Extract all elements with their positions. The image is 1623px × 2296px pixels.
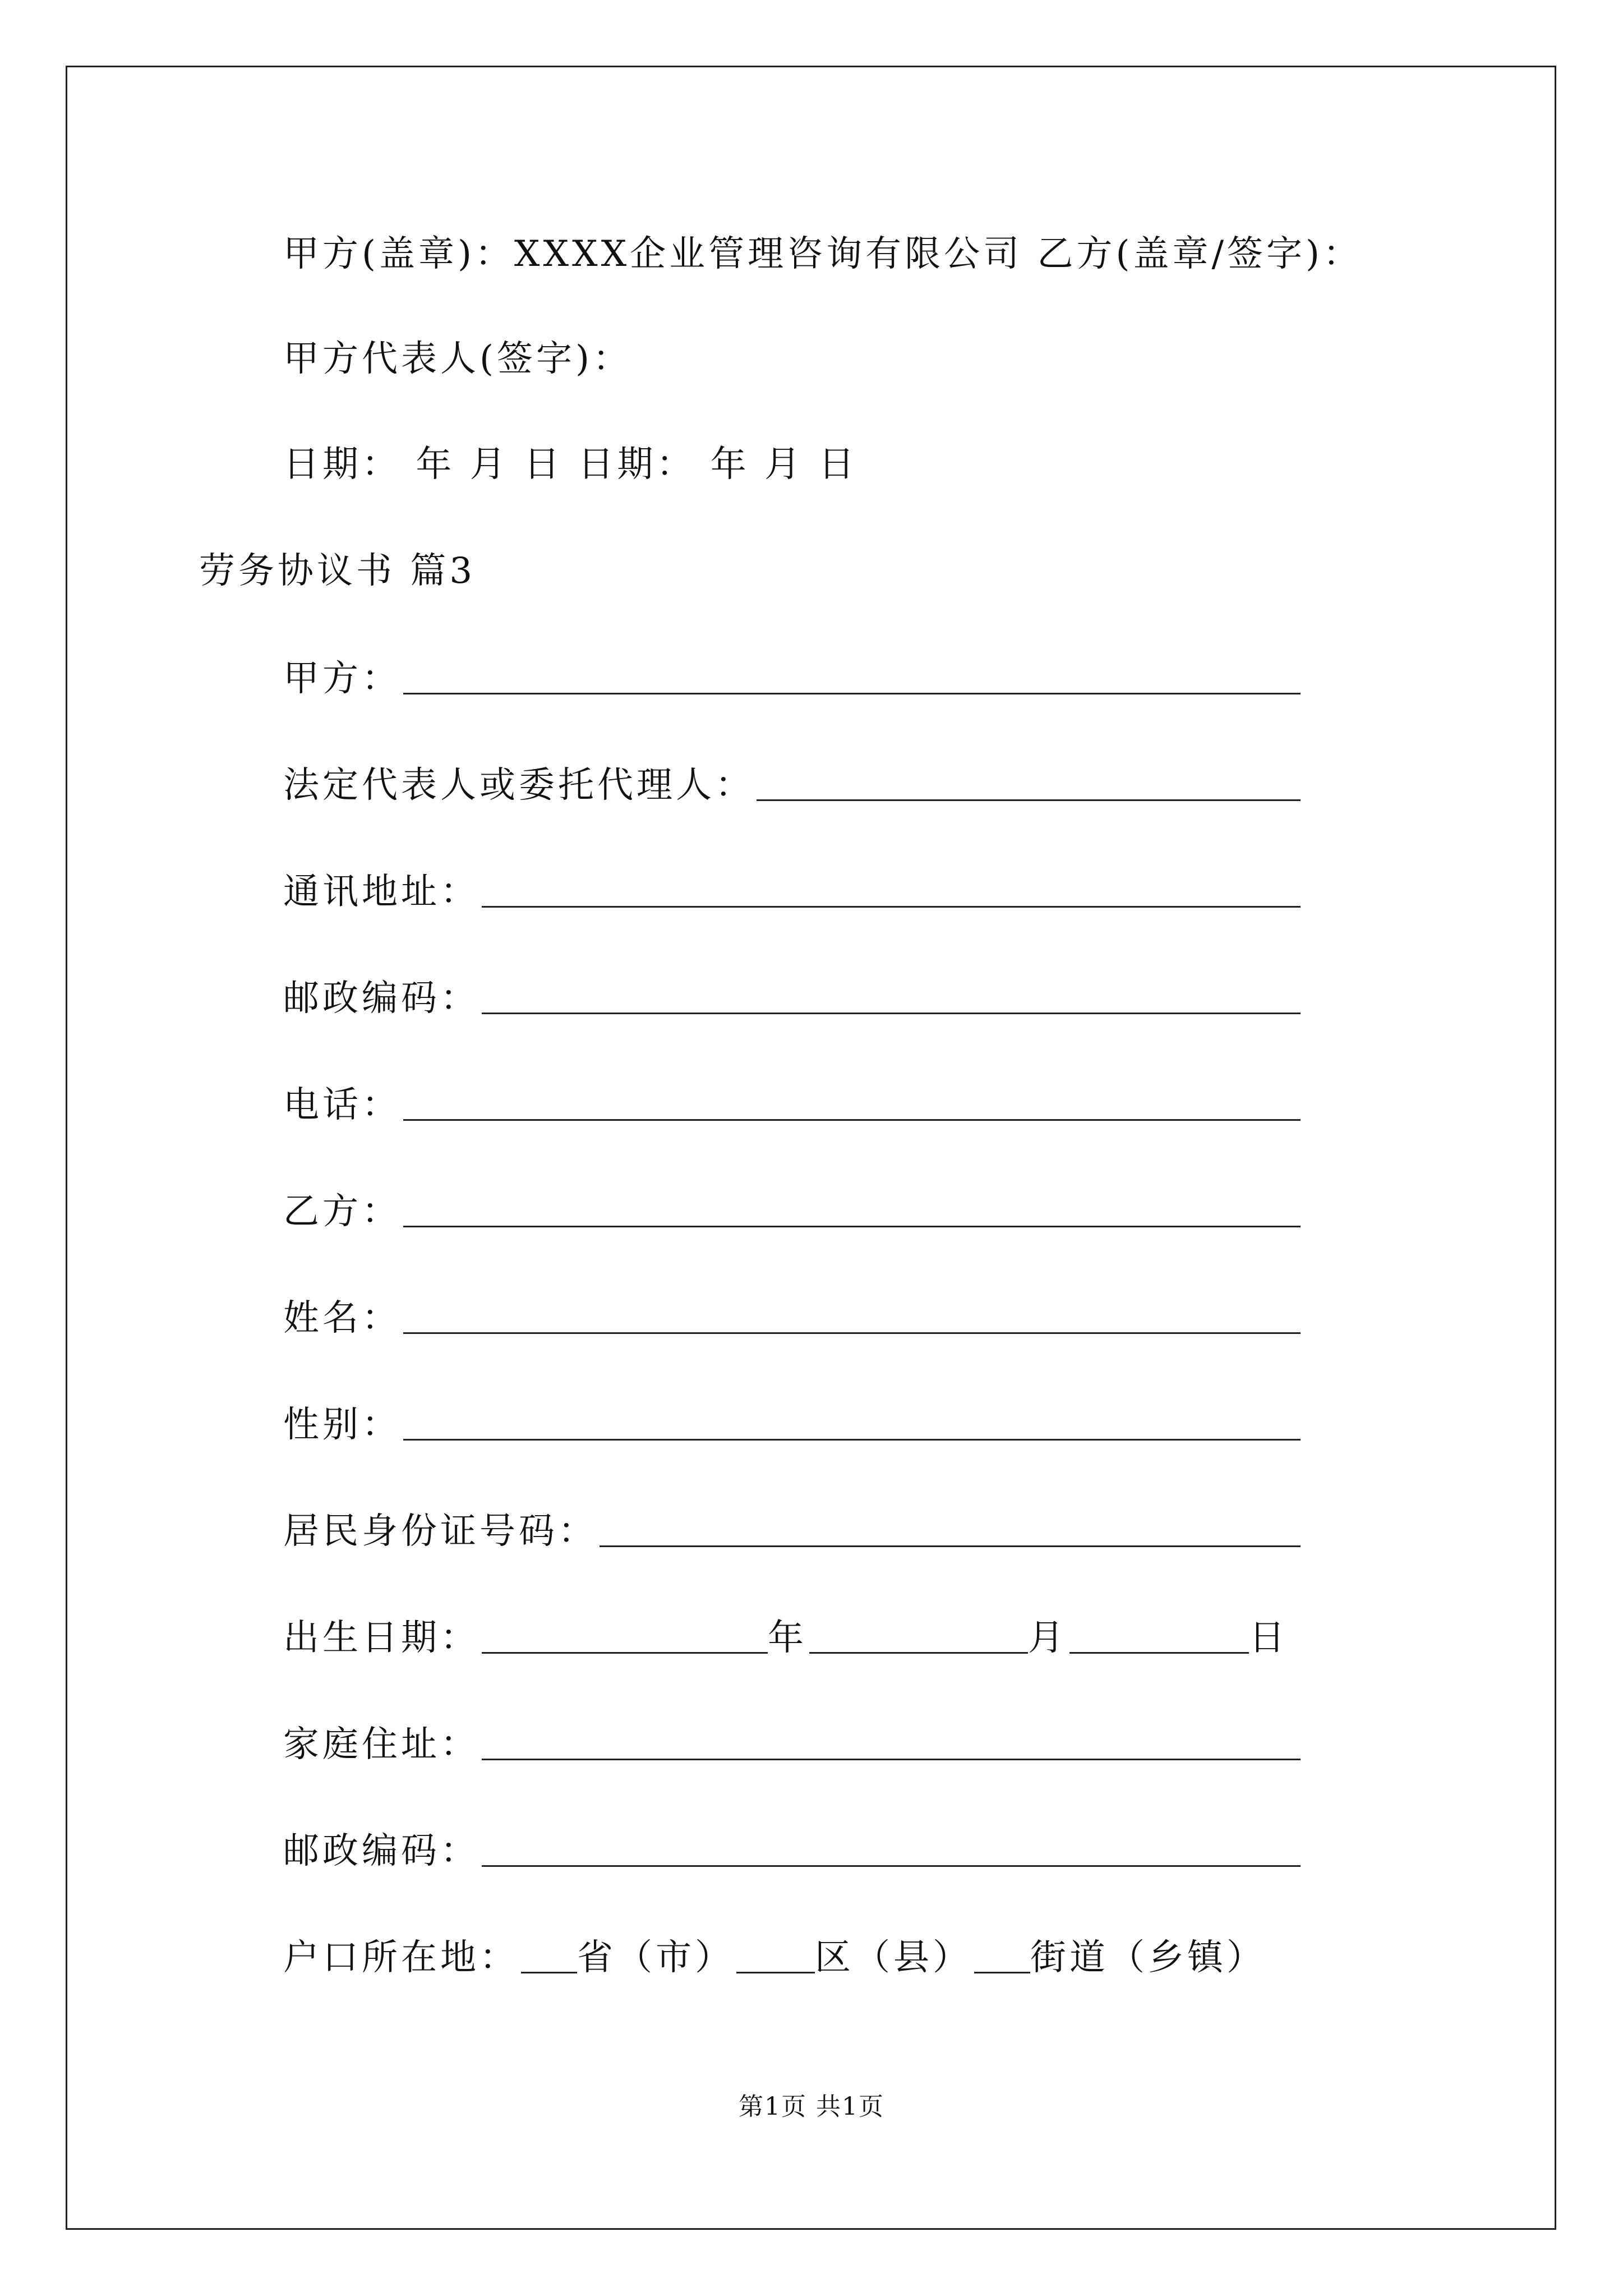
birth-year-blank[interactable] [482,1652,768,1654]
street-blank[interactable] [974,1972,1030,1973]
home-address-field[interactable] [283,1722,1301,1767]
province-unit: 省（市） [577,1937,734,1978]
province-blank[interactable] [521,1972,577,1973]
postcode-a-field[interactable] [283,976,1301,1021]
postcode-a-label: 邮政编码： [283,978,479,1019]
name-label: 姓名： [283,1297,401,1339]
section-title: 劳务协议书 篇3 [199,550,476,592]
postcode-b-field[interactable] [283,1829,1301,1874]
household-field[interactable] [283,1935,1266,1980]
address-field[interactable] [283,869,1301,914]
party-a-label: 甲方： [283,658,401,700]
id-number-label: 居民身份证号码： [283,1511,597,1552]
phone-field[interactable] [283,1083,1301,1128]
gender-field[interactable] [283,1402,1301,1447]
party-a-field[interactable] [283,656,1301,701]
party-b-field[interactable] [283,1189,1301,1234]
phone-label: 电话： [283,1084,401,1126]
party-b-blank[interactable] [403,1226,1301,1227]
gender-blank[interactable] [403,1439,1301,1441]
party-a-seal-line: 甲方(盖章)：XXXX企业管理咨询有限公司 乙方(盖章/签字)： [283,233,1363,275]
birth-day-blank[interactable] [1069,1652,1249,1654]
id-number-field[interactable] [283,1509,1301,1554]
birth-date-field[interactable] [283,1616,1301,1660]
street-unit: 街道（乡镇） [1030,1937,1266,1978]
name-blank[interactable] [403,1332,1301,1334]
legal-representative-field[interactable] [283,763,1301,808]
home-address-blank[interactable] [482,1759,1301,1760]
birth-day-unit: 日 [1249,1617,1288,1659]
name-field[interactable] [283,1296,1301,1341]
legal-representative-label: 法定代表人或委托代理人： [283,765,754,806]
birth-month-blank[interactable] [809,1652,1028,1654]
signature-dates-line: 日期： 年 月 日 日期： 年 月 日 [283,444,858,485]
address-label: 通讯地址： [283,871,479,913]
birth-year-unit: 年 [768,1617,807,1659]
birth-date-label: 出生日期： [283,1617,479,1659]
postcode-b-blank[interactable] [482,1865,1301,1867]
phone-blank[interactable] [403,1119,1301,1121]
party-a-blank[interactable] [403,693,1301,694]
address-blank[interactable] [482,906,1301,908]
district-unit: 区（县） [815,1937,972,1978]
postcode-a-blank[interactable] [482,1013,1301,1014]
postcode-b-label: 邮政编码： [283,1830,479,1872]
page-footer: 第1页 共1页 [739,2092,884,2121]
party-b-label: 乙方： [283,1191,401,1232]
home-address-label: 家庭住址： [283,1724,479,1765]
party-a-representative-line: 甲方代表人(签字)： [283,338,632,380]
gender-label: 性别： [283,1404,401,1446]
legal-representative-blank[interactable] [757,799,1301,801]
page-border [66,66,1556,2230]
household-label: 户口所在地： [283,1937,519,1978]
district-blank[interactable] [736,1972,815,1973]
id-number-blank[interactable] [600,1545,1301,1547]
birth-month-unit: 月 [1028,1617,1067,1659]
